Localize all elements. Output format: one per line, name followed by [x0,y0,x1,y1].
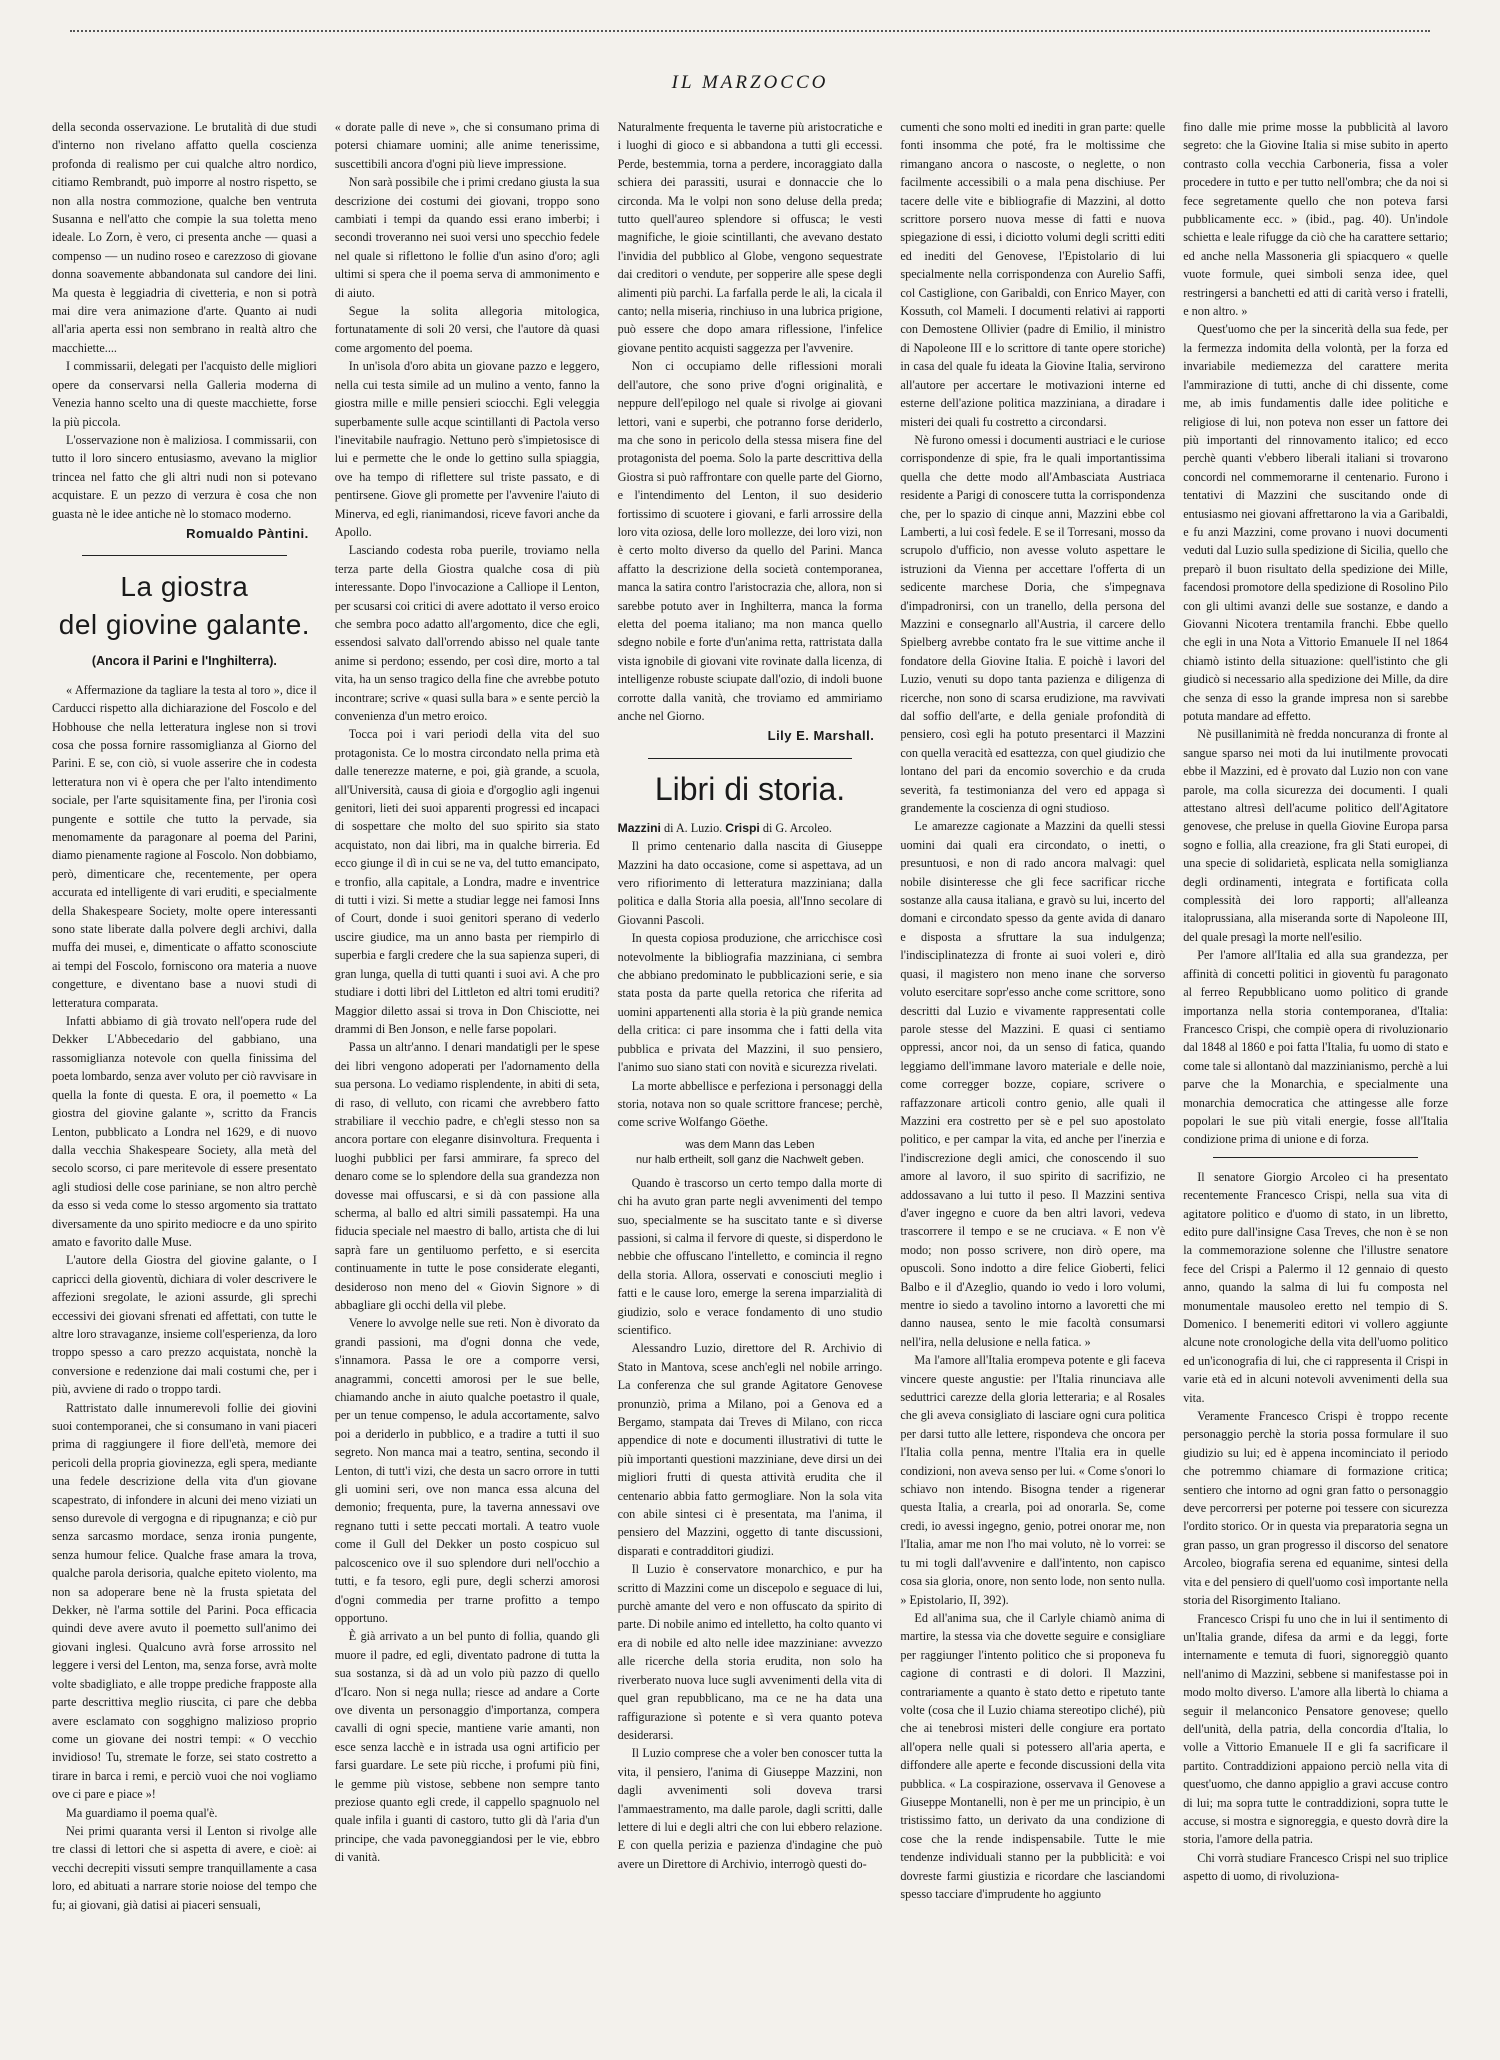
paragraph: Non ci occupiamo delle riflessioni morali dell'autore, che sono prive d'ogni originalità, e neppure dell'epilogo nel quale si rivolge ai giovani lettori, vani e superbi, che potranno forse deriderlo, ma che sono in pericolo della stessa misera fine del protagonista del poema. Solo la parte descrittiva della Giostra si può raffrontare con quelle parte del Giorno, e l'intendimento del Lenton, il suo desiderio fortissimo di scuotere i giovani, e farli arrossire della loro vita oziosa, delle loro mollezze, dei loro vizi, non è certo molto diverso da quello del Parini. Manca affatto la descrizione della società contemporanea, manca la satira contro l'aristocrazia che, allora, non si sarebbe potuto aver in Inghilterra, manca la forma eletta del poema italiano; ma non manca quello sdegno nobile e forte d'un'anima retta, rattristata dalla vista ignobile di giovani vite rovinate dalla licenza, di intelligenze robuste sciupate dall'ozio, di indoli buone corrotte dalla vanità, che troviamo ed ammiriamo anche nel Giorno. [617,359,883,723]
column-2 [335,118,600,2033]
paragraph: Nè furono omessi i documenti austriaci e le curiose corrispondenze di spie, fra le quali importantissima quella che dette modo all'Ambasciata Austriaca residente a Parigi di conoscere tutta la corrispondenza che, per lo spazio di cinque anni, Mazzini ebbe col Lamberti, a lui così fedele. E se il Torresani, mosso da scrupolo d'ufficio, non avesse voluto aspettare le istruzioni da Vienna per accettare l'offerta di un sedicente marchese Doria, che s'impegnava d'impadronirsi, con un tranello, della persona del Mazzini e consegnarlo all'Austria, il carcere dello Spielberg avrebbe contato fra le sue vittime anche il fondatore della Giovine Italia. E poichè i lavori del Luzio, venuti su dopo tanta pazienza e diligenza di ricerche, non sono di scarsa erudizione, ma ravvivati dal soffio dell'arte, e della geniale profondità di pensiero, così egli ha potuto presentarci il Mazzini con quella veracità ed esattezza, con quel giudizio che lontano del pari da encomio soverchio e da cruda severità, fa testimonianza del vero ed appaga sì grandemente la coscienza di ogni studioso. [900,432,1166,816]
byline-book-1: Mazzini [617,820,661,835]
paragraph: L'autore della Giostra del giovine galante, o I capricci della gioventù, dichiara di voler descrivere le affezioni sregolate, le azioni assurde, gli sprechi eccessivi dei giovani sfrenati ed affettati, con tutte le altre loro stravaganze, insieme coll'esperienza, da loro troppo spesso a caro prezzo acquistata, nonchè la conversione e redenzione dai mali costumi che, per i più, avviene di rado o troppo tardi. [52,1253,317,1397]
byline-book-2: Crispi [725,820,760,835]
paragraph: Nei primi quaranta versi il Lenton si rivolge alle tre classi di lettori che si aspetta di avere, e cioè: ai vecchi decrepiti vissuti sempre tranquillamente a casa loro, ed abituati a narrare storie noiose del tempo che fu; ai giovani, già datisi ai piaceri sensuali, [52,1823,317,1912]
verse-line-1: was dem Mann das Leben [685,1138,815,1151]
paragraph: I commissarii, delegati per l'acquisto delle migliori opere da conservarsi nella Galleria moderna di Venezia hanno scelto una di queste macchiette, forse la più piccola. [52,359,317,429]
paragraph: Ed all'anima sua, che il Carlyle chiamò anima di martire, la stessa via che dovette seguire e consigliare per raggiunger l'intento politico che si proponeva fu cagione di contrasti e di dolori. Il Mazzini, contrariamente a quanto è stato detto e ripetuto tante volte (cosa che il Luzio chiama stereotipo cliché), più che ai tenebrosi misteri delle congiure era portato all'opera nelle quali si potessero all'aria aperta, e diffondere alle aperte e feconde discussioni della vita pubblica. « La cospirazione, osservava il Genovese a Giuseppe Montanelli, non è per me un principio, è un tristissimo fatto, un derivato da una condizione di cose che la rende indispensabile. Tutte le mie tendenze individuali stanno per la pubblicità: e voi dovreste farmi giustizia e ricordare che lasciandomi spesso tacciare d'imprudente ho aggiunto [900,1610,1166,1901]
byline-author-2: di G. Arcoleo. [759,820,832,835]
paragraph: Quando è trascorso un certo tempo dalla morte di chi ha avuto gran parte negli avvenimenti del tempo suo, specialmente se ha suscitato tante e sì diverse passioni, si calma il fervore di queste, si disperdono le nebbie che offuscano l'intelletto, e comincia il regno della storia. Allora, osservati e conosciuti meglio i fatti e le cause loro, emerge la serena imparzialità di giudizio, solo e verace fondamento di uno studio scientifico. [617,1175,883,1337]
section-divider [82,555,287,556]
paragraph: Il primo centenario dalla nascita di Giuseppe Mazzini ha dato occasione, come si aspettava, ad un vero rifiorimento di letteratura mazziniana; dalla politica e dalla Storia alla poesia, all'Inno secolare di Giovanni Pascoli. [617,839,883,927]
verse-quotation [618,1138,883,1168]
verse-line-2: nur halb ertheilt, soll ganz die Nachwelt geben. [635,1153,865,1166]
paragraph: Non sarà possibile che i primi credano giusta la sua descrizione dei costumi dei giovani, troppo sono cambiati i tempi da quando essi erano imberbi; i secondi troveranno nei suoi versi uno specchio fedele nel quale si riflettono le follie d'un asino d'oro; agli ultimi si spera che il poema serva di ammonimento e di aiuto. [334,175,600,300]
column-1 [52,118,317,2033]
text-columns [52,118,1448,2033]
paragraph: In questa copiosa produzione, che arricchisce così notevolmente la bibliografia mazziniana, ci sembra che abbiano predominato le pubblicazioni serie, e sia stata posta da parte quella retorica che riferita ad uomini appartenenti alla storia è la più grande nemica della critica: ci pare insomma che i fatti della vita pubblica e privata del Mazzini, il suo pensiero, l'animo suo siano stati con novità e sicurezza rivelati. [617,931,883,1075]
column-5 [1183,118,1448,2033]
paragraph: Il Luzio è conservatore monarchico, e pur ha scritto di Mazzini come un discepolo e seguace di lui, purchè amante del vero e non offuscato da spirito di parte. Di nobile animo ed intelletto, ha colto quanto vi era di nobile ed alto nelle idee mazziniane: avvezzo alle ricerche della storia erudita, non solo ha riverberato nuova luce sugli avvenimenti della vita di quel gran repubblicano, ma ce ne ha data una raffigurazione sì potente e sì vera quanto poteva desiderarsi. [617,1562,883,1742]
top-border-rule [70,30,1430,32]
paragraph: Rattristato dalle innumerevoli follie dei giovini suoi contemporanei, che si consumano in vani piaceri prima di raggiungere il fiore dell'età, memore dei pericoli della propria giovinezza, egli spera, mediante una fedele descrizione della vita d'un giovane scapestrato, di infondere in alcuni dei meno viziati un senso durevole di vergogna e di ripugnanza; e ciò pur senza sarcasmo mordace, senza ironia pungente, senza humour felice. Qualche frase amara la trova, qualche parola derisoria, qualche epiteto violento, ma non sa adoperare bene nè la frusta spietata del Dekker, nè l'arma sottile del Parini. Poca efficacia quindi deve avere avuto il poemetto sull'animo dei giovani inglesi. Qualcuno avrà forse arrossito nel leggere i versi del Lenton, ma, senza forse, avrà molte volte sbadigliato, e alle troppe prediche frapposte alla parte descrittiva meglio riuscita, ci pare che debba avere esclamato con sogghigno malizioso proprio come un giovane dei nostri tempi: « O vecchio invidioso! Tu, stremate le forze, sei stato costretto a tirare in barca i remi, e perciò vuoi che noi vogliamo ove ci pare e piace »! [52,1400,317,1802]
paragraph: Chi vorrà studiare Francesco Crispi nel suo triplice aspetto di uomo, di rivoluziona- [1183,1850,1448,1884]
paragraph: « Affermazione da tagliare la testa al toro », dice il Carducci rispetto alla dichiarazione del Foscolo e del Hobhouse che nella letteratura inglese non si trovi cosa che possa fornire rassomiglianza al Giorno del Parini. E se, con ciò, si vuole asserire che in codesta letteratura non vi è opera che per l'alto intendimento sociale, per l'arte squisitamente fina, per l'ironia così pungente e sottile che tutto la pervade, sia menomamente da paragonare al poema del Parini, diamo pienamente ragione al Foscolo. Non dobbiamo, però, dimenticare che, recentemente, per opera accurata ed intelligente di vari eruditi, e specialmente della Shakespeare Society, molte opere interessanti sono state liberate dalla polvere degli archivi, dalla muffa dei musei, e, dimenticate o affatto sconosciute ai tempi del Foscolo, forniscono ora materia a nuove congetture, e diventano base a nuovi studi di letteratura comparata. [52,682,317,1010]
paragraph: Ma guardiamo il poema qual'è. [66,1805,218,1820]
section-divider [648,758,853,759]
paragraph: Naturalmente frequenta le taverne più aristocratiche e i luoghi di gioco e si abbandona a tutti gli eccessi. Perde, bestemmia, torna a perdere, incoraggiato dalla schiera dei parassiti, usurai e donnaccie che lo circonda. Ma le volpi non sono deluse della preda; tutto quell'aureo splendore si offusca; le vesti magnifiche, le gioie scintillanti, che avevano destato l'invidia del pubblico al Globe, vengono sequestrate dai creditori o vendute, per sopperire alle spese degli alimenti più parchi. La farfalla perde le ali, la cicala il canto; nella miseria, rinchiuso in una lubrica prigione, può essere che dopo amara riflessione, l'infelice giovane pentito acquisti saggezza per l'avvenire. [617,120,883,355]
column-4 [900,118,1165,2033]
paragraph: Veramente Francesco Crispi è troppo recente personaggio perchè la storia possa formulare il suo giudizio su lui; ed è appena incominciato il periodo che potremmo chiamare di formazione critica; sentiero che intorno ad ogni gran fatto o personaggio deve percorrersi per poterne poi tessere con sicurezza l'ordito storico. Or in questa via preparatoria segna un gran passo, un gran progresso il discorso del senatore Arcoleo, biografia serena ed equanime, sintesi della vita e del pensiero di quell'uomo così importante nella storia del Risorgimento Italiano. [1183,1409,1448,1608]
paragraph: È già arrivato a un bel punto di follia, quando gli muore il padre, ed egli, diventato padrone di tutta la sua sostanza, si dà ad un volo più pazzo di quello d'Icaro. Non si nega nulla; riesce ad andare a Corte ove diventa un personaggio d'importanza, compera cavalli di ogni specie, mantiene varie amanti, non esce senza lacchè e in istrada usa ogni artificio per farsi guardare. Le sete più ricche, i profumi più fini, le gemme più vistose, sebbene non sempre tanto preziose quanto egli crede, il cappello spagnuolo nel quale infila i guanti di castoro, tutto gli dà l'aria d'un principe, che vada pavoneggiandosi per le vie, ebbro di vanità. [334,1629,600,1865]
paragraph: Il Luzio comprese che a voler ben conoscer tutta la vita, il pensiero, l'anima di Giuseppe Mazzini, non dagli avvenimenti soli doveva trarsi l'ammaestramento, ma dalle parole, dagli scritti, dalle lettere di lui e degli altri che con lui ebbero relazione. E con quella perizia e pazienza d'indagine che può avere un Direttore di Archivio, interrogò questi do- [617,1746,883,1871]
paragraph: Lasciando codesta roba puerile, troviamo nella terza parte della Giostra qualche cosa di più interessante. Dopo l'invocazione a Calliope il Lenton, per scusarsi coi critici di avere adottato il verso eroico che sembra poco adatto all'argomento, dice che egli, essendosi salvato dall'orrendo abisso nel quale tante anime si perdono; essendo, per così dire, morto a tal vita, ha un senso tragico della fine che avrebbe potuto incontrare; scrive « quasi sulla bara » e sente perciò la convenienza d'un metro eroico. [334,543,600,723]
paragraph: Passa un altr'anno. I denari mandatigli per le spese dei libri vengono adoperati per l'adornamento della sua persona. Lo vediamo risplendente, in abiti di seta, di raso, di velluto, con ricami che avrebbero fatto strabiliare il vecchio padre, e ch'egli stesso non sa ancora portare con eleganre disinvoltura. Frequenta i luoghi pubblici per farsi ammirare, fa spreco del denaro come se lo splendore della sua grandezza non dovesse mai offuscarsi, e si dà con passione alla scherma, al ballo ed altri simili passatempi. Ha una fiducia speciale nel maestro di ballo, artista che di lui saprà fare un gentiluomo perfetto, e si esercita continuamente in tutte le pose considerate eleganti, desideroso non meno del « Giovin Signore » di abbagliare gli occhi della vil plebe. [334,1040,600,1312]
books-byline [618,819,883,837]
column-3 [618,118,883,2033]
paragraph: Tocca poi i vari periodi della vita del suo protagonista. Ce lo mostra circondato nella prima età dalle tenerezze materne, e poi, già grande, a scuola, all'Università, causa di gioia e d'orgoglio agli ingenui genitori, lieti dei suoi apparenti progressi ed incapaci di sospettare che molto del suo spirito sia stato acquistato, non dai libri, ma in qualche birreria. Ed ecco giunge il dì in cui se ne va, del tutto emancipato, e tronfio, alla capitale, a Londra, madre e inventrice di tutti i vizi. Si mette a studiar legge nei famosi Inns of Court, donde i suoi genitori sperano di vederlo uscire giudice, ma un anno basta per riempirlo di superbia e fargli credere che la sua sapienza superi, di gran lunga, quella di tutti quanti i suoi avi. A che pro studiare i dotti libri del Littleton ed altri tomi eruditi? Maggior diletto assai si trova in Don Chisciotte, nei drammi di Ben Jonson, e nelle farse popolari. [334,727,600,1036]
paragraph: Per l'amore all'Italia ed alla sua grandezza, per affinità di concetti politici in gioventù fu paragonato al ferreo Repubblicano uomo politico di grande importanza nella storia contemporanea, d'Italia: Francesco Crispi, che compiè opera di rivoluzionario dal 1848 al 1860 e poi fatta l'Italia, fu uomo di stato e come tale si allontanò dal mazzinianismo, perchè a lui parve che la Monarchia, e specialmente una monarchia democratica che attingesse alle forze popolari le sue più vitali energie, fosse all'Italia condizione prima di unione e di forza. [1183,948,1448,1147]
paragraph: Infatti abbiamo di già trovato nell'opera rude del Dekker L'Abbecedario del gabbiano, una rassomiglianza notevole con quella finissima del poeta lombardo, senza aver voluto per ciò ravvisare in quella la fonte di questa. E ora, il poemetto « La giostra del giovine galante », scritto da Francis Lenton, pubblicato a Londra nel 1629, e di nuovo dalla vecchia Shakespeare Society, alla metà del secolo scorso, ci pare meritevole di essere presentato agli studiosi delle cose pariniane, se non altro perchè da esso si veda come lo stesso argomento sia trattato diversamente da uno spirito mediocre e da uno spirito amato e favorito dalle Muse. [52,1014,317,1249]
paragraph: Nè pusillanimità nè fredda noncuranza di fronte al sangue sparso nei moti da lui inutilmente provocati ebbe il Mazzini, ed è provato dal Luzio non con vane parole, ma colla sicurezza dei documenti. I quali attestano altresì dell'acume politico dell'Agitatore genovese, che preluse in quella Giovine Europa parsa sogno e follia, alla creazione, fra gli Stati europei, di una specie di solidarietà, esplicata nella somiglianza degli ordinamenti, integrata e fortificata colla complessità dei loro rapporti; all'alleanza italoprussiana, alla miseranda sorte di Napoleone III, del quale presagì la morte nell'esilio. [1183,727,1448,944]
paragraph: L'osservazione non è maliziosa. I commissarii, con tutto il loro sincero entusiasmo, avevano la miglior trincea nel fatto che gli altri nudi non si potevano acquistare. E un pezzo di verzura è cosa che non guasta nè le idee antiche nè lo stomaco moderno. [52,432,317,521]
author-signature: Romualdo Pàntini. [186,525,309,541]
paragraph: Venere lo avvolge nelle sue reti. Non è divorato da grandi passioni, ma d'ogni donna che vede, s'innamora. Passa le ore a comporre versi, anagrammi, concetti amorosi per le sue belle, chiamando anche in aiuto qualche poetastro il quale, per un tenue compenso, le adula accortamente, salvo poi a deriderlo in pubblico, e a tradire a tutti il suo segreto. Non manca mai a teatro, sentina, secondo il Lenton, di tutt'i vizi, che desta un sacro orrore in tutti gli uomini seri, ove non manca essa alcuna del demonio; frequenta, pure, la taverna annessavi ove regnano tutti i sette peccati mortali. A teatro vuole come il Gull del Dekker un posto cospicuo sul palcoscenico ove il suo splendore duri nell'occhio a tutti, e fa tesoro, egli pure, degli scherzi amorosi d'ogni commedia per trarne profitto a tempo opportuno. [334,1316,600,1625]
section-divider [1213,1157,1418,1158]
paragraph: Le amarezze cagionate a Mazzini da quelli stessi uomini dai quali era circondato, o inetti, o presuntuosi, e non di rado ancora malvagi: quel nobile disinteresse che gli fece sacrificar ricche sostanze alla causa italiana, e gravò su lui, incerto del domani e circondato spesso da gente avida di danaro e disposta a sfruttare la sua indulgenza; l'indisciplinatezza di fronte ai suoi voleri e, dirò quasi, il magistero non meno inane che sorverso voluto esercitare sopr'esso anche come scrittore, sono descritti dal Luzio e vivamente rappresentati colle parole stesse del Mazzini. E quasi ci sentiamo oppressi, ancor noi, da un senso di fatica, quando leggiamo dell'immane lavoro materiale e delle noie, come corregger bozze, copiare, scrivere o raffazzonare articoli contro genio, alle quali il Mazzini era costretto per sè e pel suo apostolato politico, e per campar la vita, ed anche per l'inerzia e l'indiscrezione degli amici, che conoscendo il suo amore al lavoro, il suo spirito di sacrifizio, ne addossavano a lui tutto il peso. Il Mazzini sentiva d'aver ingegno e cuore da ben altri lavori, vedeva trascorrere il tempo e se ne cruciava. « E non v'è modo; non posso scrivere, non dirò opere, ma opuscoli. Sono indotto a dire felice Gioberti, felici Balbo e il d'Azeglio, quando io vedo i loro volumi, mentre io siedo a tavolino intorno a lavoretti che mi danno nausea, sento le mie facoltà consumarsi nell'ira, nella delusione e nella fatica. » [900,819,1166,1349]
paragraph: Francesco Crispi fu uno che in lui il sentimento di un'Italia grande, difesa da armi e da leggi, forte internamente e temuta di fuori, signoreggiò quanto nell'animo di Mazzini, sebbene si manifestasse poi in modo molto diverso. L'amore alla libertà lo chiama a seguir il melanconico Pensatore genovese; quello dell'unità, della patria, della concordia d'Italia, lo volle a Vittorio Emanuele II e gli fa sacrificare il partito. Contraddizioni appaiono perciò nella vita di quest'uomo, che danno appiglio a gravi accuse contro di lui; ma sopra tutte le contraddizioni, sopra tutte le accuse, si mostra e signoreggia, e questo dovrà dire la storia, l'amore della patria. [1183,1611,1448,1847]
headline-line-2: del giovine galante. [58,609,311,641]
byline-author-1: di A. Luzio. [660,820,726,835]
paragraph: della seconda osservazione. Le brutalità di due studi d'interno non rivelano affatto quella coscienza profonda di realismo per cui qualche altro nordico, citiamo Rembrandt, può imporre al nostro rispetto, se non alla nostra commozione, qualche ben ventruta Susanna e nell'atto che compie la sua toletta meno ideale. Lo Zorn, è vero, ci presenta anche — quasi a compenso — un nudino roseo e carezzoso di giovane donna soavemente abbandonata sul candore dei lini. Ma questa è leggiadria di civetteria, e non si potrà mai dire vera animazione d'arte. Quanto ai nudi all'aria aperta essi non sembrano in realtà altro che macchiette.... [52,120,317,355]
article-subheading: (Ancora il Parini e l'Inghilterra). [91,654,277,669]
paragraph: Alessandro Luzio, direttore del R. Archivio di Stato in Mantova, scese anch'egli nel nobile arringo. La conferenza che sul grande Agitatore Genovese pronunziò, prima a Milano, poi a Genova ed a Bergamo, stampata dai Treves di Milano, con ricca appendice di note e documenti illustrativi di tutte le più importanti questioni mazziniane, deve dirsi un dei migliori frutti di questa attività erudita che il centenario abbia fatto germogliare. Non la sola vita con abile sintesi ci è presentata, ma l'anima, il pensiero del Mazzini, oggetto di tante discussioni, disparati e contradditori giudizi. [617,1341,883,1558]
paragraph: Il senatore Giorgio Arcoleo ci ha presentato recentemente Francesco Crispi, nella sua vita di agitatore politico e d'uomo di stato, in un libretto, edito pure dall'insigne Casa Treves, che non è se non la commemorazione solenne che l'illustre senatore fece del Crispi a Palermo il 12 gennaio di questo anno, quando la salma di lui fu composta nel monumentale mausoleo eretto nel tempio di S. Domenico. I benemeriti editori vi vollero aggiunte alcune note cronologiche della vita dell'uomo politico ed un'iconografia di lui, che ci rappresenta il Crispi in varie età ed in alcuni notevoli avvenimenti della sua vita. [1183,1169,1448,1405]
paragraph: Ma l'amore all'Italia erompeva potente e gli faceva vincere queste angustie: per l'Italia rinunciava alle seduttrici carezze della gloria letteraria; e al Rosales che gli aveva consigliato di lasciare ogni cura politica per darsi tutto alle lettere, rispondeva che oncora per l'Italia colla penna, mentre l'Italia era in quelle condizioni, non aveva senso per lui. « Come s'onori lo schiavo non intendo. Bisogna tender a rigenerar questa Italia, a crearla, poi ad onorarla. Se, come credi, io avessi ingegno, genio, potrei onorar me, non l'Italia, amar me non l'ho mai voluto, nè lo vorrei: se tu mi togli dall'avvenire e dall'intento, non capisco cosa sia gloria, onore, non sento lode, non sento nulla. » Epistolario, II, 392). [900,1353,1166,1607]
paragraph: « dorate palle di neve », che si consumano prima di potersi chiamare uomini; alle anime tenerissime, suscettibili ancora d'ogni più lieve impressione. [334,120,600,171]
section-title: Libri di storia. [654,770,846,807]
paragraph: La morte abbellisce e perfeziona i personaggi della storia, notava non so quale scrittore francese; perchè, come scrive Wolfango Göethe. [617,1078,883,1130]
paragraph: Quest'uomo che per la sincerità della sua fede, per la fermezza indomita della volontà, per la forza ed invariabile mediemezza del carattere merita l'ammirazione di tutti, anche di chi dissente, come me, ab imis fundamentis dalle idee politiche e religiose di lui, non poteva non esser un fattore dei più importanti del rinnovamento italico; ed ecco perchè quanti v'ebbero liberali italiani si trovarono concordi nel commemorarne il centenario. Furono i tentativi di Mazzini che suscitando onde di entusiasmo nei giovani affrettarono la via a Garibaldi, e fu anzi Mazzini, come provano i nuovi documenti veduti dal Luzio sulla spedizione di Sicilia, quello che preparò il buon risultato della spedizione dei Mille, facendosi promotore della spedizione di Rosolino Pilo con gli ultimi avanzi delle sue sostanze, e dando a Giovanni Nicotera trentamila franchi. Ebbe quello che egli in una Nota a Vittorio Emanuele II nel 1864 chiamò istinto della situazione: quell'istinto che gli giudicò si necessario alla spedizione dei Mille, da dire che senza di esso la grande impresa non si sarebbe potuta mandare ad effetto. [1183,322,1448,723]
article-headline [52,568,317,644]
paragraph: cumenti che sono molti ed inediti in gran parte: quelle fonti insomma che poté, fra le moltissime che rimangano ancora o nascoste, o neglette, o non facilmente accessibili o a mala pena dischiuse. Per tacere delle vite e bibliografie di Mazzini, al dotto scrittore porsero nuova messe di fatti e nuova spiegazione di essi, i diciotto volumi degli scritti editi ed inediti del Genovese, l'Epistolario di lui specialmente nella corrispondenza con Aurelio Saffi, col Castiglione, con Garibaldi, con Enrico Mayer, con Kossuth, col Mameli. I documenti relativi ai rapporti con Demostene Ollivier (padre di Emilio, il ministro di Napoleone III e lo scrittore di tante opere storiche) in casa del quale fu ideata la Giovine Italia, servirono all'autore per accertare le motivazioni interne ed esterne dell'azione politica mazziniana, a diradare i misteri dei quali fu costretto a circondarsi. [900,120,1166,429]
paragraph: fino dalle mie prime mosse la pubblicità al lavoro segreto: che la Giovine Italia si mise subito in aperto contrasto colla vecchia Carboneria, fissa a voler procedere in tutto e per tutto nell'ombra; che da noi si fece segretamente quello che non poteva farsi pubblicamente ecc. » (ibid., pag. 40). Un'indole schietta e leale rifugge da ciò che ha carattere settario; ed anche nella Massoneria gli spiacquero « quelle vuote formule, quei simboli senza idee, quel restringersi a banchetti ed atti di carità verso i fratelli, e non altro. » [1183,120,1448,319]
author-signature: Lily E. Marshall. [767,728,875,744]
paragraph: In un'isola d'oro abita un giovane pazzo e leggero, nella cui testa simile ad un mulino a vento, fanno la giostra mille e mille pensieri sciocchi. Egli veleggia superbamente sulle acque scintillanti di Pactola verso l'inevitabile naufragio. Nettuno però s'impietosisce di lui e permette che le onde lo gettino sulla spiaggia, ove ha tempo di riflettere sul triste passato, e di pentirsene. Giove gli promette per l'avvenire l'aiuto di Minerva, ed egli, rianimandosi, riceve favori anche da Apollo. [334,359,600,539]
page-header-title: IL MARZOCCO [671,72,829,93]
headline-line-1: La giostra [120,571,249,603]
paragraph: Segue la solita allegoria mitologica, fortunatamente di soli 20 versi, che l'autore dà quasi come argomento del poema. [334,304,600,355]
